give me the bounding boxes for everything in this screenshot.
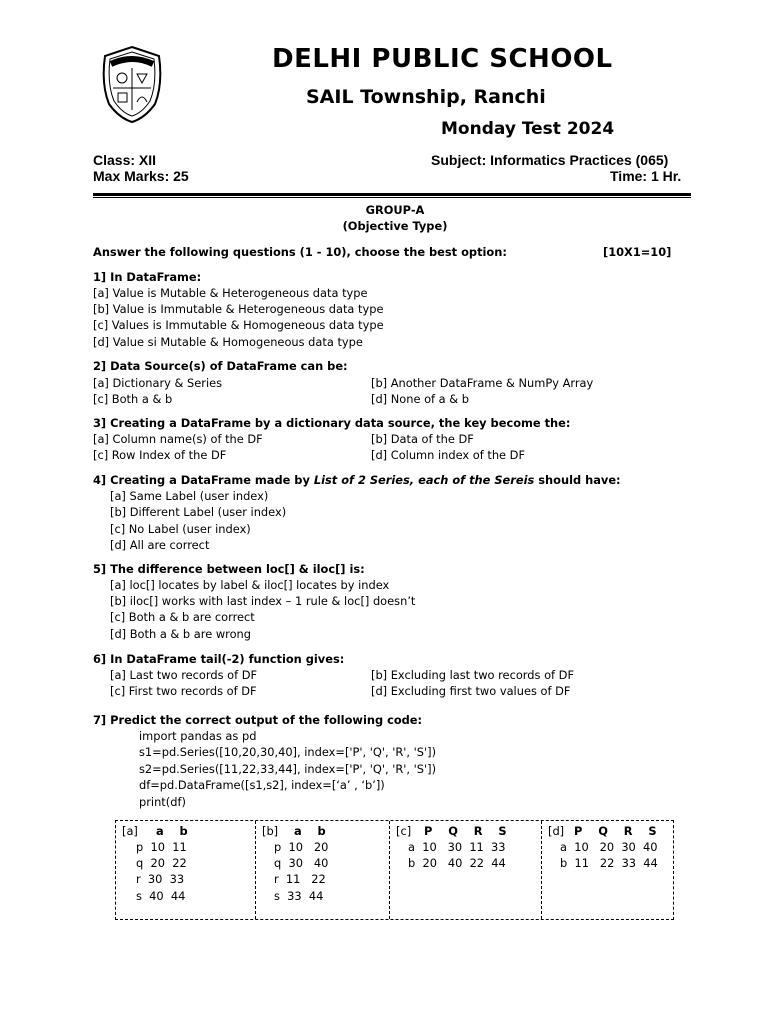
q1-option-b: [b] Value is Immutable & Heterogeneous data type: [93, 302, 384, 316]
q1-option-a: [a] Value is Mutable & Heterogeneous data type: [93, 286, 368, 300]
question-3: 3] Creating a DataFrame by a dictionary data source, the key become the:: [93, 416, 571, 430]
school-logo: [97, 44, 167, 124]
q7-option-c-row: b 20 40 22 44: [408, 856, 506, 870]
question-7: 7] Predict the correct output of the following code:: [93, 713, 423, 727]
instructions-text: Answer the following questions (1 - 10), choose the best option:: [93, 245, 507, 259]
q7-code-line-1: import pandas as pd: [139, 729, 257, 743]
q6-option-c: [c] First two records of DF: [110, 684, 257, 698]
q7-option-a-row: s 40 44: [136, 889, 186, 903]
q7-option-c-label: [c]: [396, 824, 412, 838]
q7-option-d-label: [d]: [548, 824, 565, 838]
q7-answer-table: [115, 820, 674, 920]
question-5: 5] The difference between loc[] & iloc[] is:: [93, 562, 365, 576]
q7-code-line-5: print(df): [139, 795, 186, 809]
q7-option-b-row: q 30 40: [274, 856, 329, 870]
q2-option-b: [b] Another DataFrame & NumPy Array: [371, 376, 594, 390]
q7-option-a-row: p 10 11: [136, 840, 187, 854]
q3-option-a: [a] Column name(s) of the DF: [93, 432, 263, 446]
q4-text-end: should have:: [534, 473, 621, 487]
q7-option-b-row: r 11 22: [274, 872, 326, 886]
q7-option-a-label: [a]: [122, 824, 138, 838]
q7-option-d-row: b 11 22 33 44: [560, 856, 658, 870]
q6-option-b: [b] Excluding last two records of DF: [371, 668, 574, 682]
q5-option-d: [d] Both a & b are wrong: [110, 627, 251, 641]
q7-option-d: [542, 821, 673, 919]
q4-text-start: 4] Creating a DataFrame made by: [93, 473, 314, 487]
q6-option-a: [a] Last two records of DF: [110, 668, 258, 682]
q7-option-c: [390, 821, 542, 919]
q2-option-c: [c] Both a & b: [93, 392, 173, 406]
q7-code-line-4: df=pd.DataFrame([s1,s2], index=[‘a’ , ‘b’]): [139, 778, 385, 792]
q7-code-line-2: s1=pd.Series([10,20,30,40], index=['P', 'Q', 'R', 'S']): [139, 745, 437, 759]
q4-option-b: [b] Different Label (user index): [110, 505, 287, 519]
question-1: 1] In DataFrame:: [93, 270, 202, 284]
school-name: DELHI PUBLIC SCHOOL: [272, 44, 613, 74]
q6-option-d: [d] Excluding first two values of DF: [371, 684, 571, 698]
q2-option-a: [a] Dictionary & Series: [93, 376, 223, 390]
q7-option-d-row: a 10 20 30 40: [560, 840, 658, 854]
group-subtitle: (Objective Type): [342, 219, 448, 233]
subject-label: Subject: Informatics Practices (065): [431, 152, 669, 168]
q5-option-a: [a] loc[] locates by label & iloc[] locates by index: [110, 578, 390, 592]
q7-option-a-columns: a b: [156, 824, 188, 838]
q7-option-c-row: a 10 30 11 33: [408, 840, 506, 854]
q7-option-c-columns: P Q R S: [424, 824, 507, 838]
q7-option-b: [256, 821, 390, 919]
q3-option-d: [d] Column index of the DF: [371, 448, 526, 462]
q7-code-line-3: s2=pd.Series([11,22,33,44], index=['P', 'Q', 'R', 'S']): [139, 762, 437, 776]
q1-option-d: [d] Value si Mutable & Homogeneous data type: [93, 335, 363, 349]
q7-option-d-columns: P Q R S: [574, 824, 657, 838]
q7-option-a-row: q 20 22: [136, 856, 187, 870]
q7-option-b-row: p 10 20: [274, 840, 329, 854]
question-6: 6] In DataFrame tail(-2) function gives:: [93, 652, 345, 666]
class-label: Class: XII: [93, 152, 157, 168]
q7-option-a-row: r 30 33: [136, 872, 185, 886]
group-title: GROUP-A: [365, 203, 425, 217]
test-title: Monday Test 2024: [441, 119, 615, 139]
q3-option-c: [c] Row Index of the DF: [93, 448, 227, 462]
q5-option-b: [b] iloc[] works with last index – 1 rule & loc[] doesn’t: [110, 594, 416, 608]
q7-option-b-label: [b]: [262, 824, 279, 838]
question-4: [93, 473, 621, 487]
q2-option-d: [d] None of a & b: [371, 392, 470, 406]
q7-option-b-columns: a b: [294, 824, 326, 838]
header-divider-thin: [93, 197, 691, 198]
q5-option-c: [c] Both a & b are correct: [110, 610, 255, 624]
question-2: 2] Data Source(s) of DataFrame can be:: [93, 359, 348, 373]
q4-option-a: [a] Same Label (user index): [110, 489, 269, 503]
q3-option-b: [b] Data of the DF: [371, 432, 474, 446]
header-divider: [93, 193, 691, 196]
q4-text-emphasis: List of 2 Series, each of the Sereis: [313, 473, 535, 487]
q4-option-d: [d] All are correct: [110, 538, 210, 552]
q1-option-c: [c] Values is Immutable & Homogeneous data type: [93, 318, 384, 332]
max-marks-label: Max Marks: 25: [93, 168, 189, 184]
q7-option-b-row: s 33 44: [274, 889, 324, 903]
time-label: Time: 1 Hr.: [610, 168, 682, 184]
q7-option-a: [116, 821, 256, 919]
school-branch: SAIL Township, Ranchi: [306, 86, 546, 108]
instructions-marks: [10X1=10]: [603, 245, 672, 259]
q4-option-c: [c] No Label (user index): [110, 522, 251, 536]
